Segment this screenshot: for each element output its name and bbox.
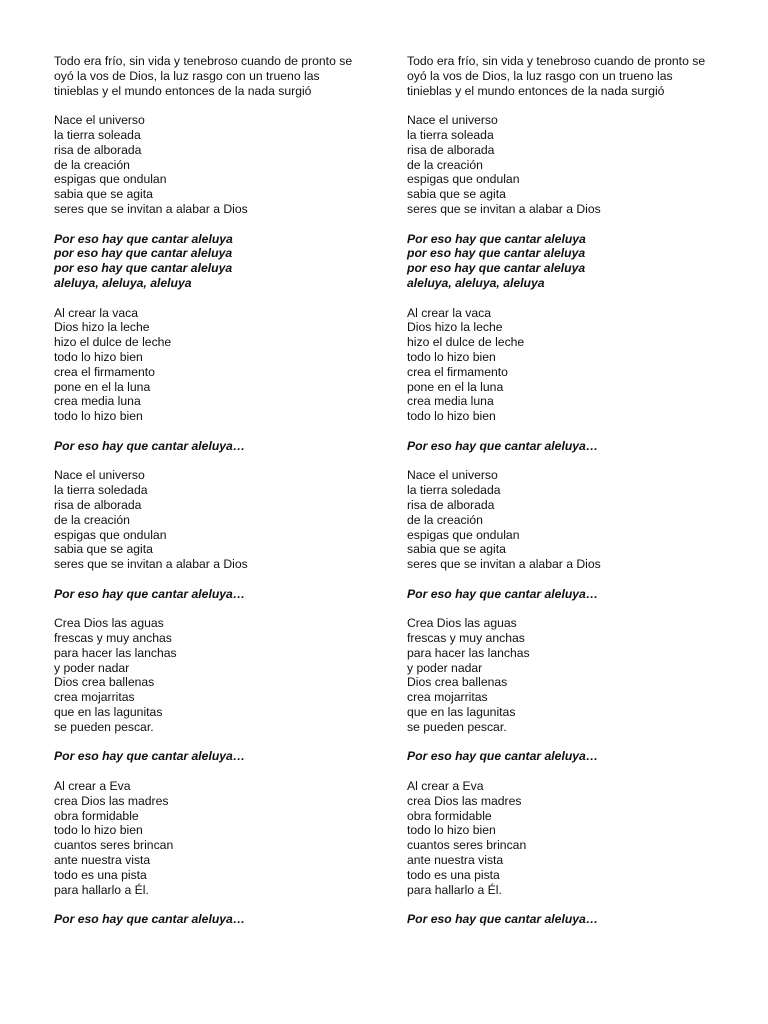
verse-line: espigas que ondulan: [54, 172, 167, 187]
verse-line: obra formidable: [54, 808, 139, 823]
verse-line: de la creación: [54, 157, 130, 172]
verse-line: que en las lagunitas: [54, 705, 163, 720]
verse-line: sabia que se agita: [54, 187, 153, 202]
verse-line: crea mojarritas: [407, 690, 488, 705]
verse-line: la tierra soleada: [54, 127, 141, 142]
chorus-line: por eso hay que cantar aleluya: [407, 246, 586, 261]
chorus-line: Por eso hay que cantar aleluya…: [407, 438, 599, 453]
chorus-line: por eso hay que cantar aleluya: [54, 261, 233, 276]
verse-line: crea Dios las madres: [407, 793, 522, 808]
verse-line: Nace el universo: [407, 113, 498, 128]
verse-line: frescas y muy anchas: [54, 631, 172, 646]
chorus-block: [407, 232, 737, 291]
verse-line: Al crear la vaca: [407, 305, 491, 320]
verse-line: crea Dios las madres: [54, 793, 169, 808]
verse-line: espigas que ondulan: [54, 527, 167, 542]
verse-line: cuantos seres brincan: [407, 838, 527, 853]
verse-line: de la creación: [54, 512, 130, 527]
verse-line: espigas que ondulan: [407, 527, 520, 542]
verse-line: la tierra soledada: [54, 483, 148, 498]
verse-line: Todo era frío, sin vida y tenebroso cuando de pronto se: [407, 54, 706, 68]
verse-line: tinieblas y el mundo entonces de la nada surgió: [407, 83, 665, 98]
verse-line: Dios crea ballenas: [54, 675, 155, 690]
chorus-line: por eso hay que cantar aleluya: [54, 246, 233, 261]
verse-line: risa de alborada: [54, 142, 142, 157]
verse-line: crea el firmamento: [407, 364, 508, 379]
chorus-line: Por eso hay que cantar aleluya…: [54, 912, 246, 927]
verse-line: se pueden pescar.: [407, 719, 507, 734]
verse-block: [54, 616, 384, 734]
chorus-line: Por eso hay que cantar aleluya: [54, 231, 233, 246]
verse-line: Dios hizo la leche: [407, 320, 503, 335]
verse-line: Nace el universo: [54, 468, 145, 483]
verse-line: crea mojarritas: [54, 690, 135, 705]
verse-block: [407, 306, 737, 424]
verse-line: la tierra soleada: [407, 127, 494, 142]
verse-block: [407, 54, 737, 98]
verse-line: tinieblas y el mundo entonces de la nada surgió: [54, 83, 312, 98]
verse-line: risa de alborada: [407, 497, 495, 512]
verse-line: y poder nadar: [407, 660, 483, 675]
chorus-line: aleluya, aleluya, aleluya: [407, 275, 545, 290]
verse-line: todo es una pista: [54, 867, 147, 882]
chorus-line: aleluya, aleluya, aleluya: [54, 275, 192, 290]
verse-line: oyó la vos de Dios, la luz rasgo con un trueno las: [54, 68, 320, 83]
lyrics-column-left: [54, 54, 384, 942]
verse-line: espigas que ondulan: [407, 172, 520, 187]
verse-line: Al crear a Eva: [54, 779, 131, 794]
chorus-line: Por eso hay que cantar aleluya…: [407, 912, 599, 927]
verse-line: cuantos seres brincan: [54, 838, 174, 853]
verse-block: [407, 616, 737, 734]
verse-line: crea el firmamento: [54, 364, 155, 379]
verse-line: crea media luna: [54, 394, 141, 409]
verse-line: Dios hizo la leche: [54, 320, 150, 335]
verse-line: de la creación: [407, 512, 483, 527]
chorus-block: [54, 439, 384, 454]
verse-line: frescas y muy anchas: [407, 631, 525, 646]
verse-line: Al crear a Eva: [407, 779, 484, 794]
verse-line: Crea Dios las aguas: [407, 616, 517, 631]
verse-line: Al crear la vaca: [54, 305, 138, 320]
verse-line: ante nuestra vista: [407, 853, 504, 868]
chorus-block: [54, 232, 384, 291]
verse-line: Dios crea ballenas: [407, 675, 508, 690]
verse-block: [407, 779, 737, 897]
verse-line: risa de alborada: [407, 142, 495, 157]
verse-line: la tierra soledada: [407, 483, 501, 498]
verse-line: seres que se invitan a alabar a Dios: [407, 557, 601, 572]
verse-block: [54, 113, 384, 217]
verse-line: Crea Dios las aguas: [54, 616, 164, 631]
verse-line: para hallarlo a Él.: [54, 882, 149, 897]
chorus-line: Por eso hay que cantar aleluya…: [54, 438, 246, 453]
verse-line: para hallarlo a Él.: [407, 882, 502, 897]
verse-line: hizo el dulce de leche: [54, 335, 172, 350]
verse-line: pone en el la luna: [54, 379, 151, 394]
verse-block: [54, 468, 384, 572]
chorus-line: Por eso hay que cantar aleluya…: [54, 749, 246, 764]
verse-block: [54, 306, 384, 424]
chorus-block: [407, 749, 737, 764]
chorus-line: Por eso hay que cantar aleluya…: [407, 586, 599, 601]
chorus-block: [54, 912, 384, 927]
verse-line: Nace el universo: [407, 468, 498, 483]
verse-line: para hacer las lanchas: [54, 645, 177, 660]
verse-line: todo es una pista: [407, 867, 500, 882]
verse-line: pone en el la luna: [407, 379, 504, 394]
verse-line: obra formidable: [407, 808, 492, 823]
verse-line: seres que se invitan a alabar a Dios: [54, 557, 248, 572]
verse-line: y poder nadar: [54, 660, 130, 675]
chorus-block: [54, 749, 384, 764]
verse-line: todo lo hizo bien: [54, 409, 143, 424]
verse-line: Nace el universo: [54, 113, 145, 128]
verse-line: seres que se invitan a alabar a Dios: [54, 201, 248, 216]
verse-line: todo lo hizo bien: [54, 349, 143, 364]
lyrics-column-right: [407, 54, 737, 942]
chorus-block: [407, 439, 737, 454]
verse-block: [407, 113, 737, 217]
chorus-line: Por eso hay que cantar aleluya: [407, 231, 586, 246]
verse-line: sabia que se agita: [407, 542, 506, 557]
chorus-line: Por eso hay que cantar aleluya…: [54, 586, 246, 601]
chorus-line: Por eso hay que cantar aleluya…: [407, 749, 599, 764]
chorus-block: [407, 587, 737, 602]
verse-line: sabia que se agita: [54, 542, 153, 557]
verse-line: Todo era frío, sin vida y tenebroso cuando de pronto se: [54, 54, 353, 68]
chorus-line: por eso hay que cantar aleluya: [407, 261, 586, 276]
verse-line: ante nuestra vista: [54, 853, 151, 868]
verse-line: oyó la vos de Dios, la luz rasgo con un trueno las: [407, 68, 673, 83]
verse-line: risa de alborada: [54, 497, 142, 512]
verse-line: crea media luna: [407, 394, 494, 409]
verse-line: todo lo hizo bien: [407, 823, 496, 838]
verse-line: hizo el dulce de leche: [407, 335, 525, 350]
verse-line: todo lo hizo bien: [54, 823, 143, 838]
verse-line: todo lo hizo bien: [407, 349, 496, 364]
verse-line: que en las lagunitas: [407, 705, 516, 720]
verse-block: [407, 468, 737, 572]
chorus-block: [407, 912, 737, 927]
verse-line: se pueden pescar.: [54, 719, 154, 734]
verse-line: sabia que se agita: [407, 187, 506, 202]
verse-block: [54, 54, 384, 98]
verse-block: [54, 779, 384, 897]
verse-line: seres que se invitan a alabar a Dios: [407, 201, 601, 216]
verse-line: para hacer las lanchas: [407, 645, 530, 660]
chorus-block: [54, 587, 384, 602]
verse-line: de la creación: [407, 157, 483, 172]
verse-line: todo lo hizo bien: [407, 409, 496, 424]
